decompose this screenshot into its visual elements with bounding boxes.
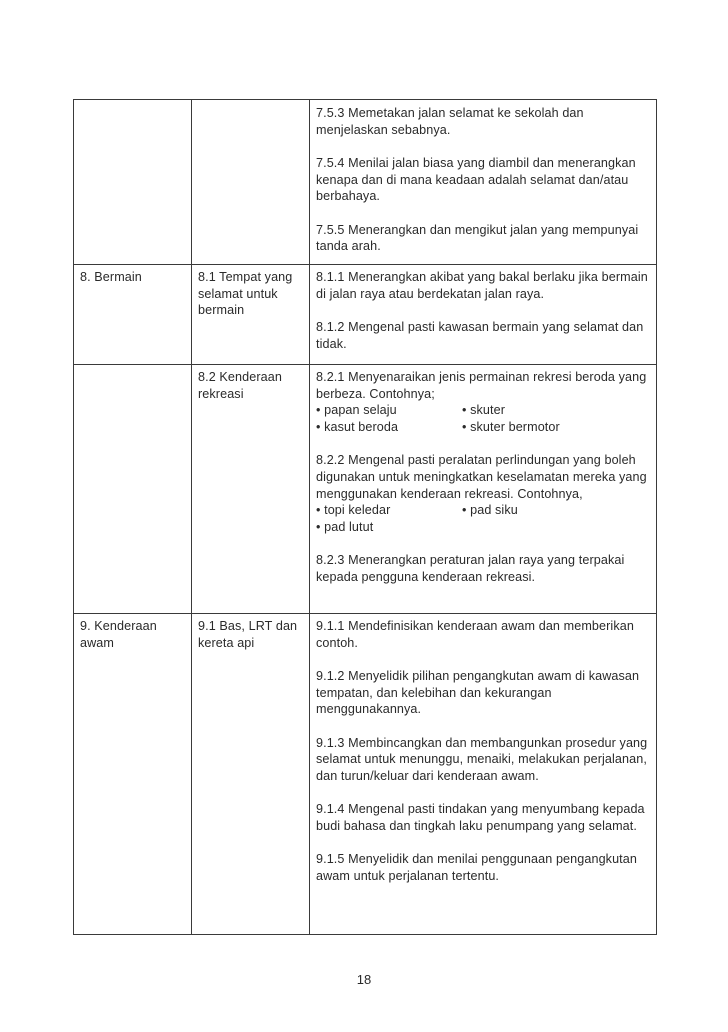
- topic-cell: 9. Kenderaan awam: [74, 614, 192, 935]
- bullet-list: [316, 502, 651, 535]
- subtopic-cell: 9.1 Bas, LRT dan kereta api: [192, 614, 310, 935]
- learning-standard-item: 9.1.5 Menyelidik dan menilai penggunaan pengangkutan awam untuk perjalanan tertentu.: [316, 852, 637, 883]
- learning-standard-item: 7.5.5 Menerangkan dan mengikut jalan yang mempunyai tanda arah.: [316, 222, 639, 254]
- learning-standard-item: 8.1.2 Mengenal pasti kawasan bermain yang selamat dan tidak.: [316, 319, 644, 351]
- learning-standard-item: 9.1.4 Mengenal pasti tindakan yang menyumbang kepada budi bahasa dan tingkah laku penumpang yang selamat.: [316, 802, 645, 833]
- table-row: [74, 265, 657, 365]
- learning-standard-cell: [310, 100, 657, 265]
- bullet-item: • papan selaju: [316, 402, 462, 419]
- table-row: [74, 614, 657, 935]
- bullet-item: • topi keledar: [316, 502, 462, 519]
- bullet-item: • skuter bermotor: [462, 419, 608, 436]
- page-number: 18: [356, 972, 372, 987]
- table-row: [74, 365, 657, 614]
- learning-standard-item: [316, 452, 651, 536]
- table-row: [74, 100, 657, 265]
- learning-standard-item: 8.1.1 Menerangkan akibat yang bakal berlaku jika bermain di jalan raya atau berdekatan jalan raya.: [316, 270, 648, 301]
- subtopic-cell: [192, 100, 310, 265]
- subtopic-cell: 8.2 Kenderaan rekreasi: [192, 365, 310, 614]
- learning-standard-cell: [310, 365, 657, 614]
- bullet-row: [316, 502, 651, 519]
- topic-cell: [74, 100, 192, 265]
- bullet-row: [316, 419, 651, 436]
- learning-standard-item: 9.1.1 Mendefinisikan kenderaan awam dan memberikan contoh.: [316, 619, 634, 650]
- bullet-item: • kasut beroda: [316, 419, 462, 436]
- bullet-row: [316, 519, 651, 536]
- topic-cell: [74, 365, 192, 614]
- learning-standard-text: 8.2.1 Menyenaraikan jenis permainan rekresi beroda yang berbeza. Contohnya;: [316, 370, 647, 401]
- bullet-list: [316, 402, 651, 435]
- learning-standard-item: 8.2.3 Menerangkan peraturan jalan raya yang terpakai kepada pengguna kenderaan rekreasi.: [316, 553, 625, 585]
- bullet-row: [316, 402, 651, 419]
- bullet-item: • pad lutut: [316, 519, 462, 536]
- topic-cell: 8. Bermain: [74, 265, 192, 365]
- learning-standard-item: 9.1.2 Menyelidik pilihan pengangkutan awam di kawasan tempatan, dan kelebihan dan kekurangan menggunakannya.: [316, 668, 640, 717]
- learning-standard-item: 9.1.3 Membincangkan dan membangunkan prosedur yang selamat untuk menunggu, menaiki, melakukan perjalanan, dan turun/keluar dari kenderaan awam.: [316, 735, 648, 783]
- bullet-item: • skuter: [462, 402, 608, 419]
- bullet-item: • pad siku: [462, 502, 608, 519]
- subtopic-cell: 8.1 Tempat yang selamat untuk bermain: [192, 265, 310, 365]
- learning-standard-cell: [310, 614, 657, 935]
- learning-standard-item: 7.5.4 Menilai jalan biasa yang diambil dan menerangkan kenapa dan di mana keadaan adalah selamat dan/atau berbahaya.: [316, 155, 636, 204]
- curriculum-table: [73, 99, 657, 935]
- learning-standard-item: 7.5.3 Memetakan jalan selamat ke sekolah dan menjelaskan sebabnya.: [316, 106, 584, 137]
- learning-standard-item: [316, 369, 651, 436]
- learning-standard-text: 8.2.2 Mengenal pasti peralatan perlindungan yang boleh digunakan untuk meningkatkan keselamatan mereka yang menggunakan kenderaan rekreasi. Contohnya,: [316, 453, 647, 501]
- learning-standard-cell: [310, 265, 657, 365]
